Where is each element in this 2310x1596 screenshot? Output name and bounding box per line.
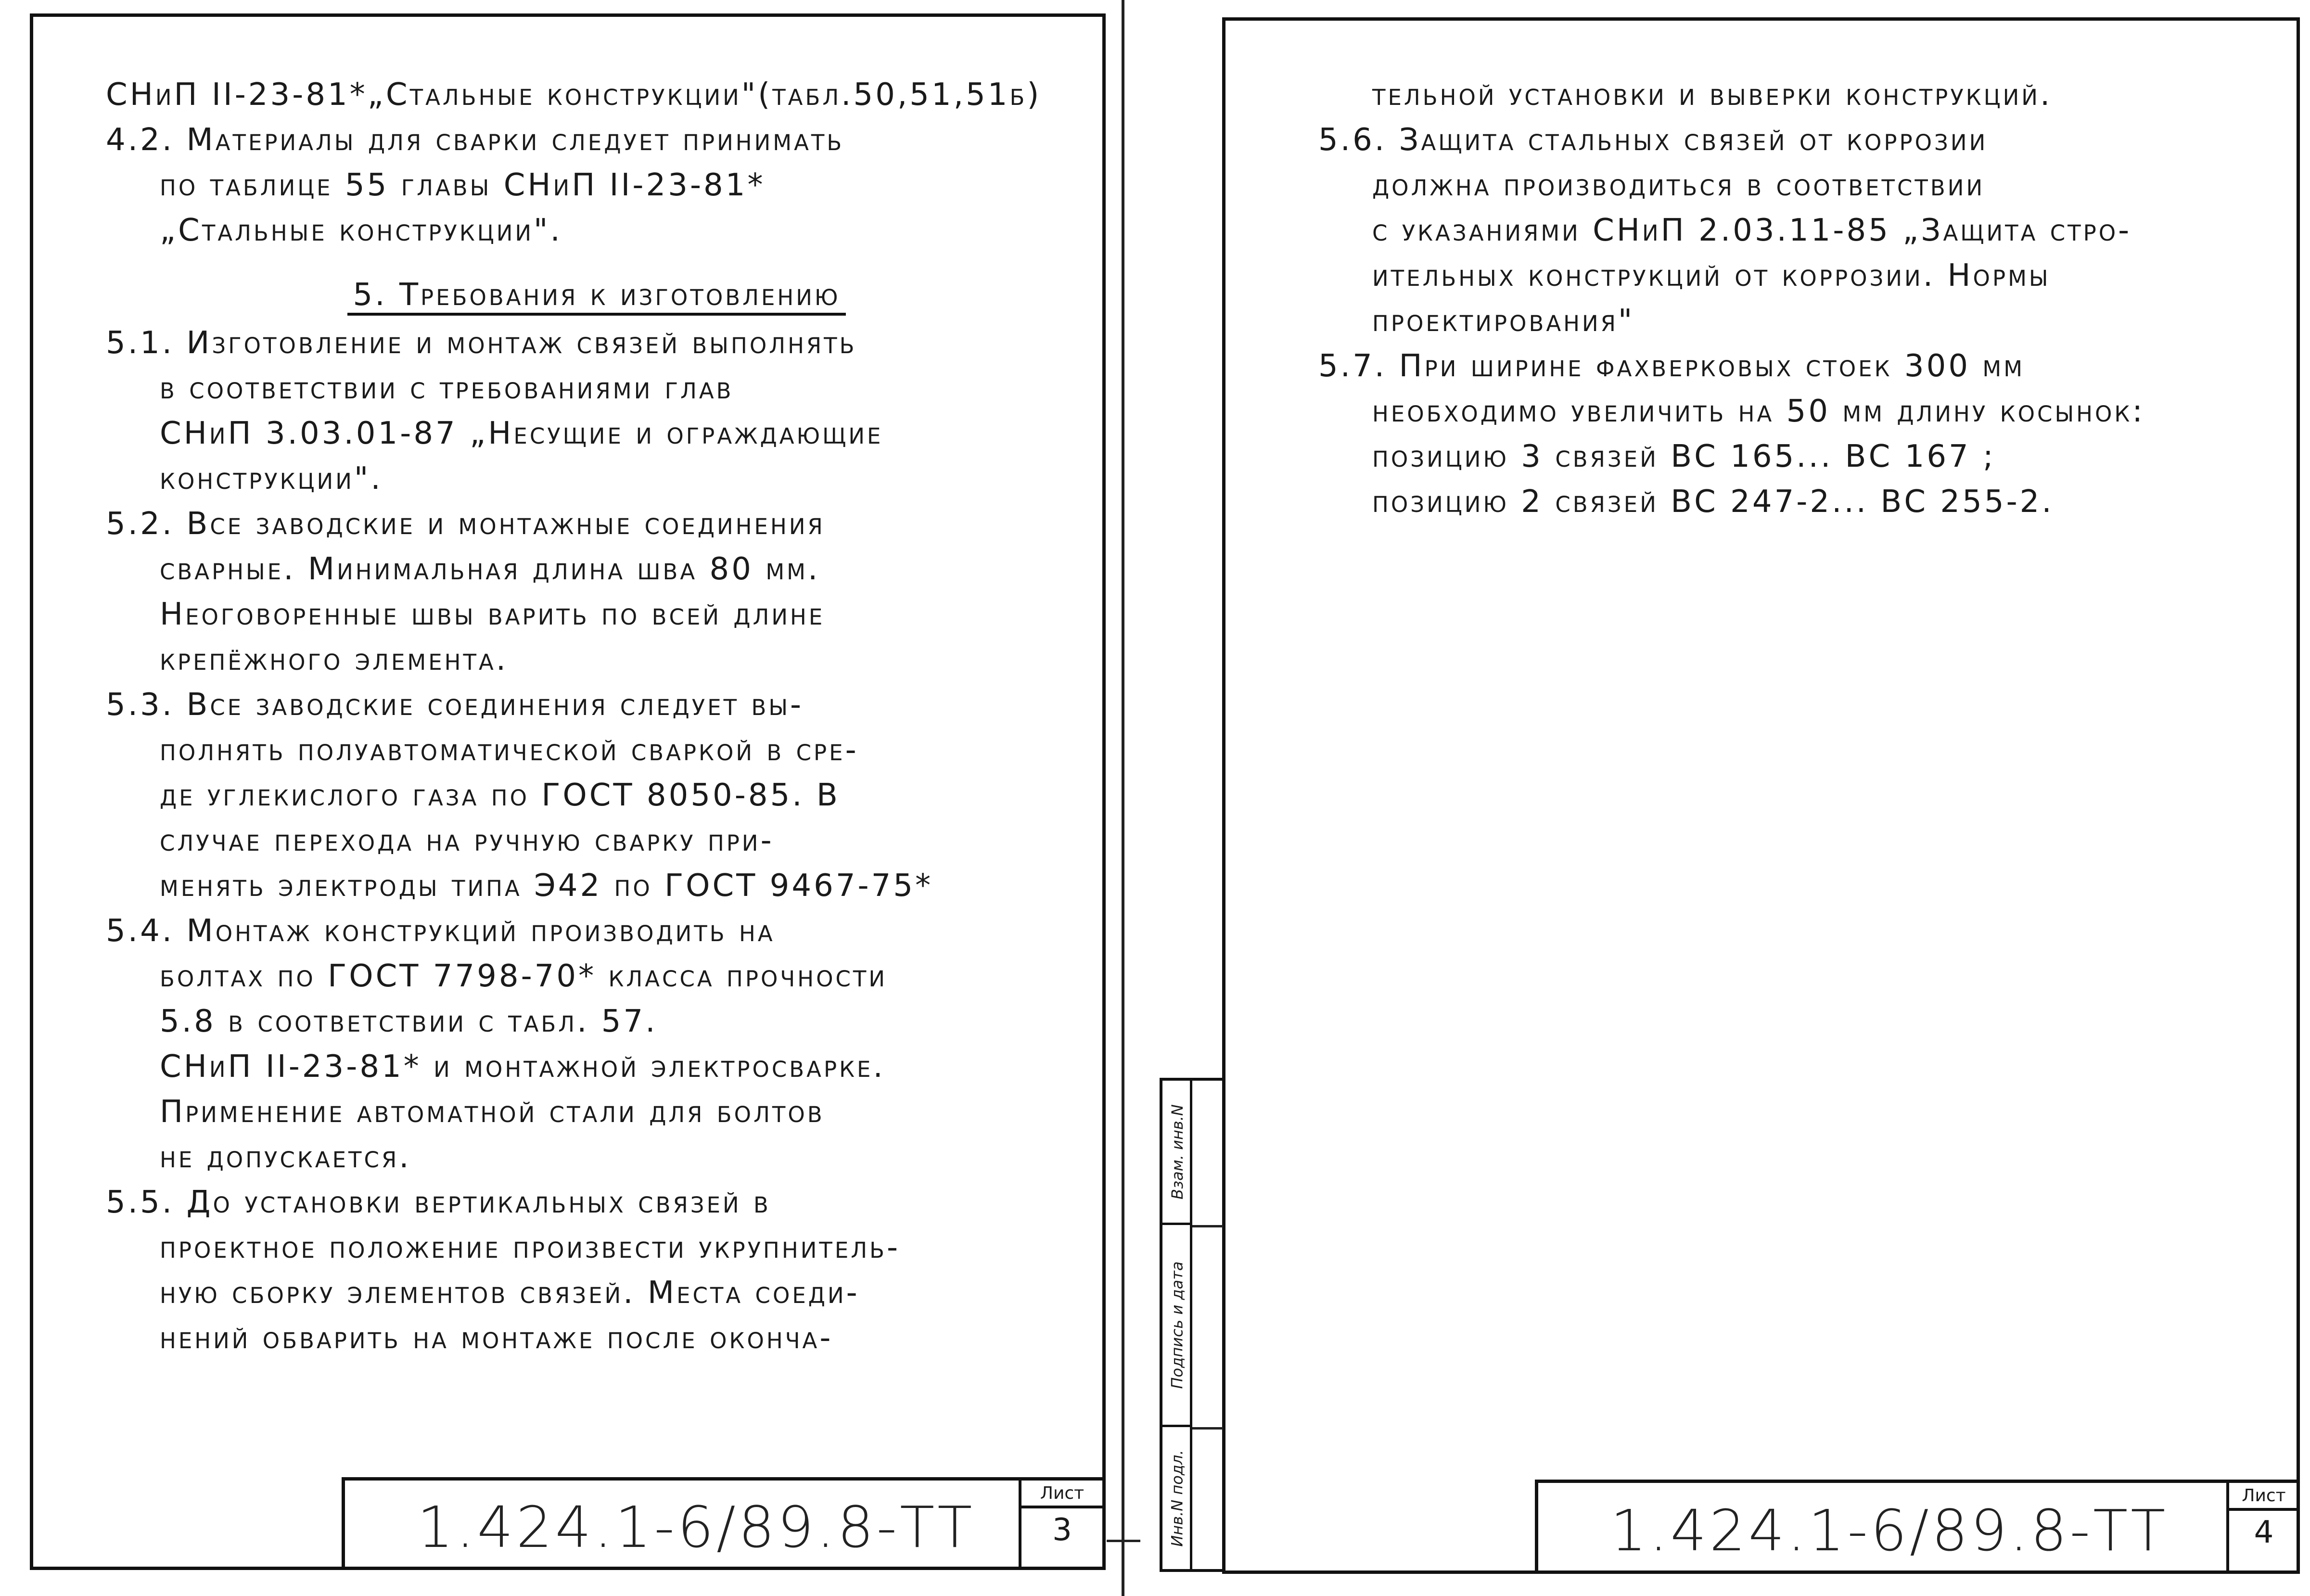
text-line: нений обварить на монтаже после оконча- bbox=[160, 1320, 833, 1356]
page-divider bbox=[1122, 0, 1124, 1596]
side-strip-label-column bbox=[1162, 1081, 1192, 1569]
sheet-number: 3 bbox=[1052, 1512, 1072, 1548]
sheet-number-cell bbox=[2226, 1483, 2298, 1572]
text-line: СНиП 3.03.01-87 „Несущие и ограждающие bbox=[160, 416, 883, 451]
document-code: 1.424.1-6/89.8-ТТ bbox=[417, 1494, 975, 1560]
text-line: позицию 3 связей ВС 165... ВС 167 ; bbox=[1372, 439, 1996, 474]
divider-tick bbox=[1107, 1540, 1140, 1542]
text-line: конструкции". bbox=[160, 461, 383, 497]
text-line: проектирования" bbox=[1372, 303, 1635, 339]
text-line: не допускается. bbox=[160, 1139, 411, 1175]
text-line: крепёжного элемента. bbox=[160, 642, 509, 677]
text-line: „Стальные конструкции". bbox=[160, 213, 562, 248]
section-heading-text: 5. Требования к изготовлению bbox=[347, 277, 846, 316]
text-line: Неоговоренные швы варить по всей длине bbox=[160, 597, 825, 632]
sheet-label: Лист bbox=[2229, 1483, 2298, 1511]
side-strip-rule bbox=[1192, 1427, 1223, 1430]
text-line: 4.2. Материалы для сварки следует принимать bbox=[106, 122, 844, 158]
text-line: де углекислого газа по ГОСТ 8050-85. В bbox=[160, 778, 840, 813]
text-line: 5.2. Все заводские и монтажные соединения bbox=[106, 506, 825, 542]
sheet-label: Лист bbox=[1021, 1481, 1103, 1508]
text-line: 5.1. Изготовление и монтаж связей выполнять bbox=[106, 325, 857, 361]
text-line: 5.4. Монтаж конструкций производить на bbox=[106, 913, 775, 949]
text-line: болтах по ГОСТ 7798-70* класса прочности bbox=[160, 958, 888, 994]
text-line: 5.8 в соответствии с табл. 57. bbox=[160, 1004, 658, 1039]
text-line: менять электроды типа Э42 по ГОСТ 9467-75* bbox=[160, 868, 933, 904]
side-strip-label: Взам. инв.N bbox=[1168, 1104, 1187, 1200]
section-heading bbox=[106, 253, 1087, 320]
text-line: 5.3. Все заводские соединения следует вы- bbox=[106, 687, 804, 723]
approval-side-strip bbox=[1160, 1078, 1225, 1572]
side-strip-cell bbox=[1162, 1225, 1192, 1427]
document-code: 1.424.1-6/89.8-ТТ bbox=[1610, 1497, 2169, 1564]
text-line: должна производиться в соответствии bbox=[1372, 167, 1985, 203]
sheet-number: 4 bbox=[2254, 1515, 2274, 1550]
text-line: проектное положение произвести укрупнитель- bbox=[160, 1230, 901, 1265]
text-line: СНиП II-23-81*„Стальные конструкции"(табл.50,51,51б) bbox=[106, 77, 1042, 113]
text-line: с указаниями СНиП 2.03.11-85 „Защита стро- bbox=[1372, 213, 2132, 248]
title-block-left bbox=[342, 1477, 1106, 1570]
text-line: ную сборку элементов связей. Места соеди- bbox=[160, 1275, 860, 1311]
text-line: случае перехода на ручную сварку при- bbox=[160, 823, 774, 858]
text-line: в соответствии с требованиями глав bbox=[160, 370, 734, 406]
text-line: сварные. Минимальная длина шва 80 мм. bbox=[160, 551, 820, 587]
left-page-text bbox=[106, 72, 1087, 1361]
right-page-text bbox=[1318, 72, 2276, 524]
side-strip-rule bbox=[1192, 1225, 1223, 1227]
text-line: позицию 2 связей ВС 247-2... ВС 255-2. bbox=[1372, 484, 2054, 520]
text-line: необходимо увеличить на 50 мм длину косынок: bbox=[1372, 394, 2145, 429]
text-line: 5.7. При ширине фахверковых стоек 300 мм bbox=[1318, 348, 2025, 384]
side-strip-cell bbox=[1162, 1081, 1192, 1225]
text-line: 5.5. До установки вертикальных связей в bbox=[106, 1185, 771, 1220]
text-line: 5.6. Защита стальных связей от коррозии bbox=[1318, 122, 1988, 158]
text-line: по таблице 55 главы СНиП II-23-81* bbox=[160, 167, 766, 203]
text-line: тельной установки и выверки конструкций. bbox=[1372, 77, 2053, 113]
text-line: Применение автоматной стали для болтов bbox=[160, 1094, 825, 1130]
side-strip-cell bbox=[1162, 1427, 1192, 1569]
sheet-number-cell bbox=[1019, 1481, 1103, 1567]
text-line: ительных конструкций от коррозии. Нормы bbox=[1372, 258, 2051, 294]
text-line: полнять полуавтоматической сваркой в сре- bbox=[160, 732, 859, 768]
text-line: СНиП II-23-81* и монтажной электросварке. bbox=[160, 1049, 885, 1085]
title-block-right bbox=[1535, 1480, 2300, 1574]
side-strip-label: Инв.N подл. bbox=[1168, 1449, 1187, 1547]
side-strip-label: Подпись и дата bbox=[1168, 1261, 1187, 1389]
